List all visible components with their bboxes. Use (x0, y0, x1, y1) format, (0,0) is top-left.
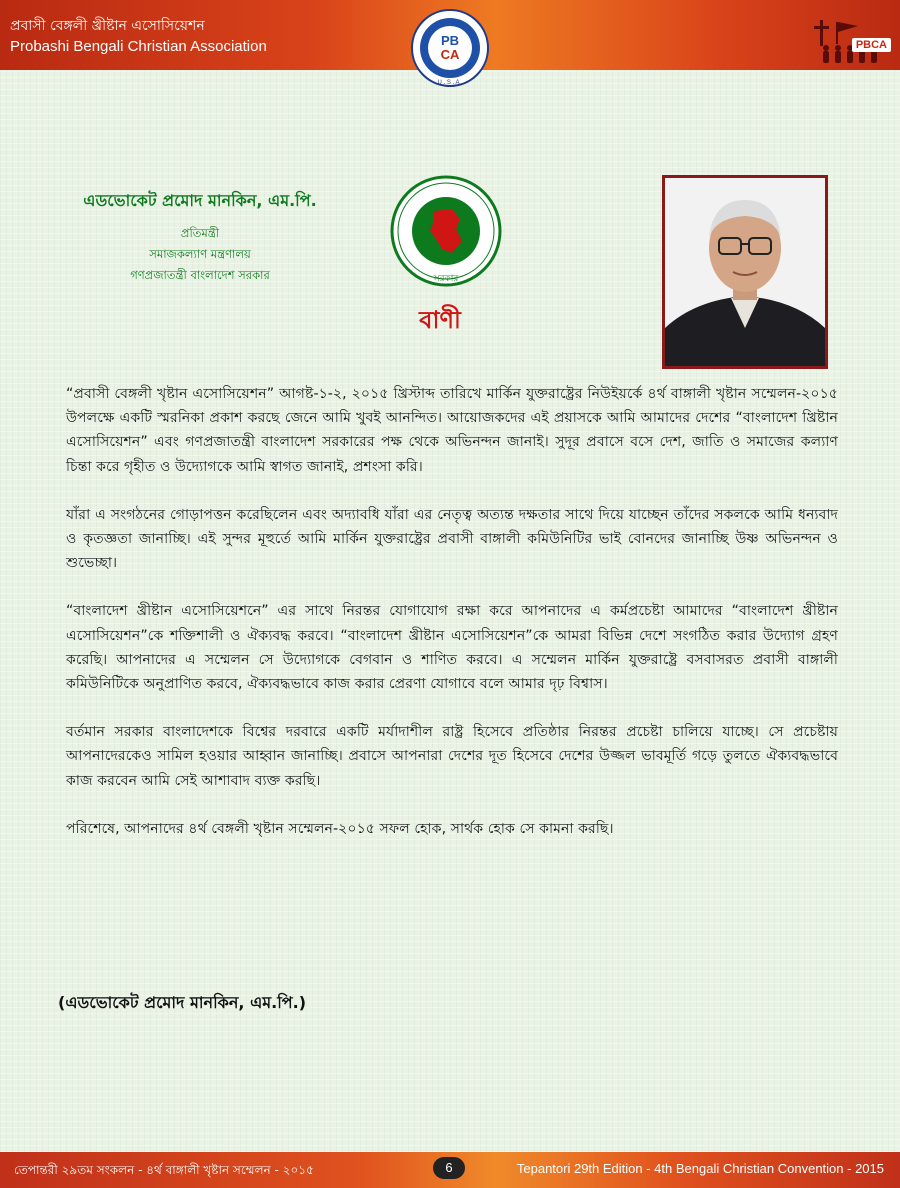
sender-government: গণপ্রজাতন্ত্রী বাংলাদেশ সরকার (130, 268, 270, 282)
message-paragraph: “বাংলাদেশ খ্রীষ্টান এসোসিয়েশনে” এর সাথে নিরন্তর যোগাযোগ রক্ষা করে আপনাদের এ কর্মপ্রচেষ্টা আমাদের “বাংলাদেশ খ্রীষ্টান এসোসিয়েশন”কে শক্তিশালী ও ঐক্যবদ্ধ করবে। “বাংলাদেশ খ্রীষ্টান এসোসিয়েশন”কে আমরা বিভিন্ন দেশে সংগঠিত করার উদ্যোগ গ্রহণ করেছি। আপনাদের এ সম্মেলন সে উদ্যোগকে বেগবান ও শাণিত করবে। এ সম্মেলন মার্কিন যুক্তরাষ্ট্রে বসবাসরত প্রবাসী বাঙ্গালী কমিউনিটিকে অনুপ্রাণিত করবে, ঐক্যবদ্ধভাবে কাজ করার প্রেরণা যোগাবে বলে আমার দৃঢ় বিশ্বাস। (66, 603, 838, 693)
message-body (66, 382, 838, 865)
org-name-bengali: প্রবাসী বেঙ্গলী খ্রীষ্টান এসোসিয়েশন (10, 18, 205, 34)
cross-flag-logo-icon (812, 18, 897, 66)
svg-text:PB: PB (440, 33, 460, 48)
sender-block (50, 188, 350, 286)
svg-text:U . S . A .: U . S . A . (437, 80, 463, 86)
footer-right-text: Tepantori 29th Edition - 4th Bengali Christian Convention - 2015 (516, 1161, 884, 1176)
footer-left-text: তেপান্তরী ২৯তম সংকলন - ৪র্থ বাঙ্গালী খৃষ্টান সম্মেলন - ২০১৫ (14, 1163, 314, 1177)
pbca-logo-icon (410, 8, 490, 88)
message-paragraph: “প্রবাসী বেঙ্গলী খৃষ্টান এসোসিয়েশন” আগষ্ট-১-২, ২০১৫ খ্রিস্টাব্দ তারিখে মার্কিন যুক্তরাষ্ট্রের নিউইয়র্কে ৪র্থ বাঙ্গালী খৃষ্টান সম্মেলন-২০১৫ উপলক্ষে একটি স্মরনিকা প্রকাশ করছে জেনে আমি খুবই আনন্দিত। আয়োজকদের এই প্রয়াসকে আমি আমাদের দেশের “বাংলাদেশ খ্রিষ্টান এসোসিয়েশন” এবং গণপ্রজাতন্ত্রী বাংলাদেশ সরকারের পক্ষ থেকে অভিনন্দন জানাই। সুদূর প্রবাসে বসে দেশ, জাতি ও সমাজের কল্যাণ চিন্তা করে গৃহীত ও উদ্যোগকে আমি স্বাগত জানাই, প্রশংসা করি। (66, 386, 838, 475)
page-title: বাণী (419, 306, 461, 334)
bangladesh-government-seal-icon (390, 175, 502, 287)
sender-ministry: সমাজকল্যাণ মন্ত্রণালয় (149, 247, 251, 261)
org-name-english: Probashi Bengali Christian Association (10, 38, 267, 55)
message-paragraph: পরিশেষে, আপনাদের ৪র্থ বেঙ্গলী খৃষ্টান সম্মেলন-২০১৫ সফল হোক, সার্থক হোক সে কামনা করছি। (66, 820, 614, 837)
sender-name: এডভোকেট প্রমোদ মানকিন, এম.পি. (83, 191, 317, 210)
page-footer (0, 1152, 900, 1188)
signature: (এডভোকেট প্রমোদ মানকিন, এম.পি.) (58, 993, 307, 1012)
pbca-tag: PBCA (852, 38, 891, 52)
sender-title: প্রতিমন্ত্রী (180, 226, 220, 240)
message-paragraph: যাঁরা এ সংগঠনের গোড়াপত্তন করেছিলেন এবং অদ্যাবধি যাঁরা এর নেতৃত্ব অত্যন্ত দক্ষতার সাথে দিয়ে যাচ্ছেন তাঁদের সকলকে আমি ধন্যবাদ ও কৃতজ্ঞতা জানাচ্ছি। এই সুন্দর মূহুর্তে আমি মার্কিন যুক্তরাষ্ট্রের প্রবাসী বাঙ্গালী কমিউনিটির ভাই বোনদের জানাচ্ছি উষ্ণ অভিনন্দন ও শুভেচ্ছা। (66, 506, 838, 572)
page-number: 6 (433, 1157, 465, 1179)
message-paragraph: বর্তমান সরকার বাংলাদেশকে বিশ্বের দরবারে একটি মর্যাদাশীল রাষ্ট্র হিসেবে প্রতিষ্ঠার নিরন্তর প্রচেষ্টা চালিয়ে যাচ্ছে। সে প্রচেষ্টায় আপনাদেরকেও সামিল হওয়ার আহ্বান জানাচ্ছি। প্রবাসে আপনারা দেশের দূত হিসেবে দেশের উজ্জল ভাবমূর্তি গড়ে তুলতে ঐক্যবদ্ধভাবে কাজ করবেন আমি সেই আশাবাদ ব্যক্ত করছি। (66, 724, 838, 789)
svg-text:CA: CA (440, 47, 460, 62)
portrait-photo (662, 175, 828, 369)
seal-bottom-text: সরকার (433, 274, 459, 284)
